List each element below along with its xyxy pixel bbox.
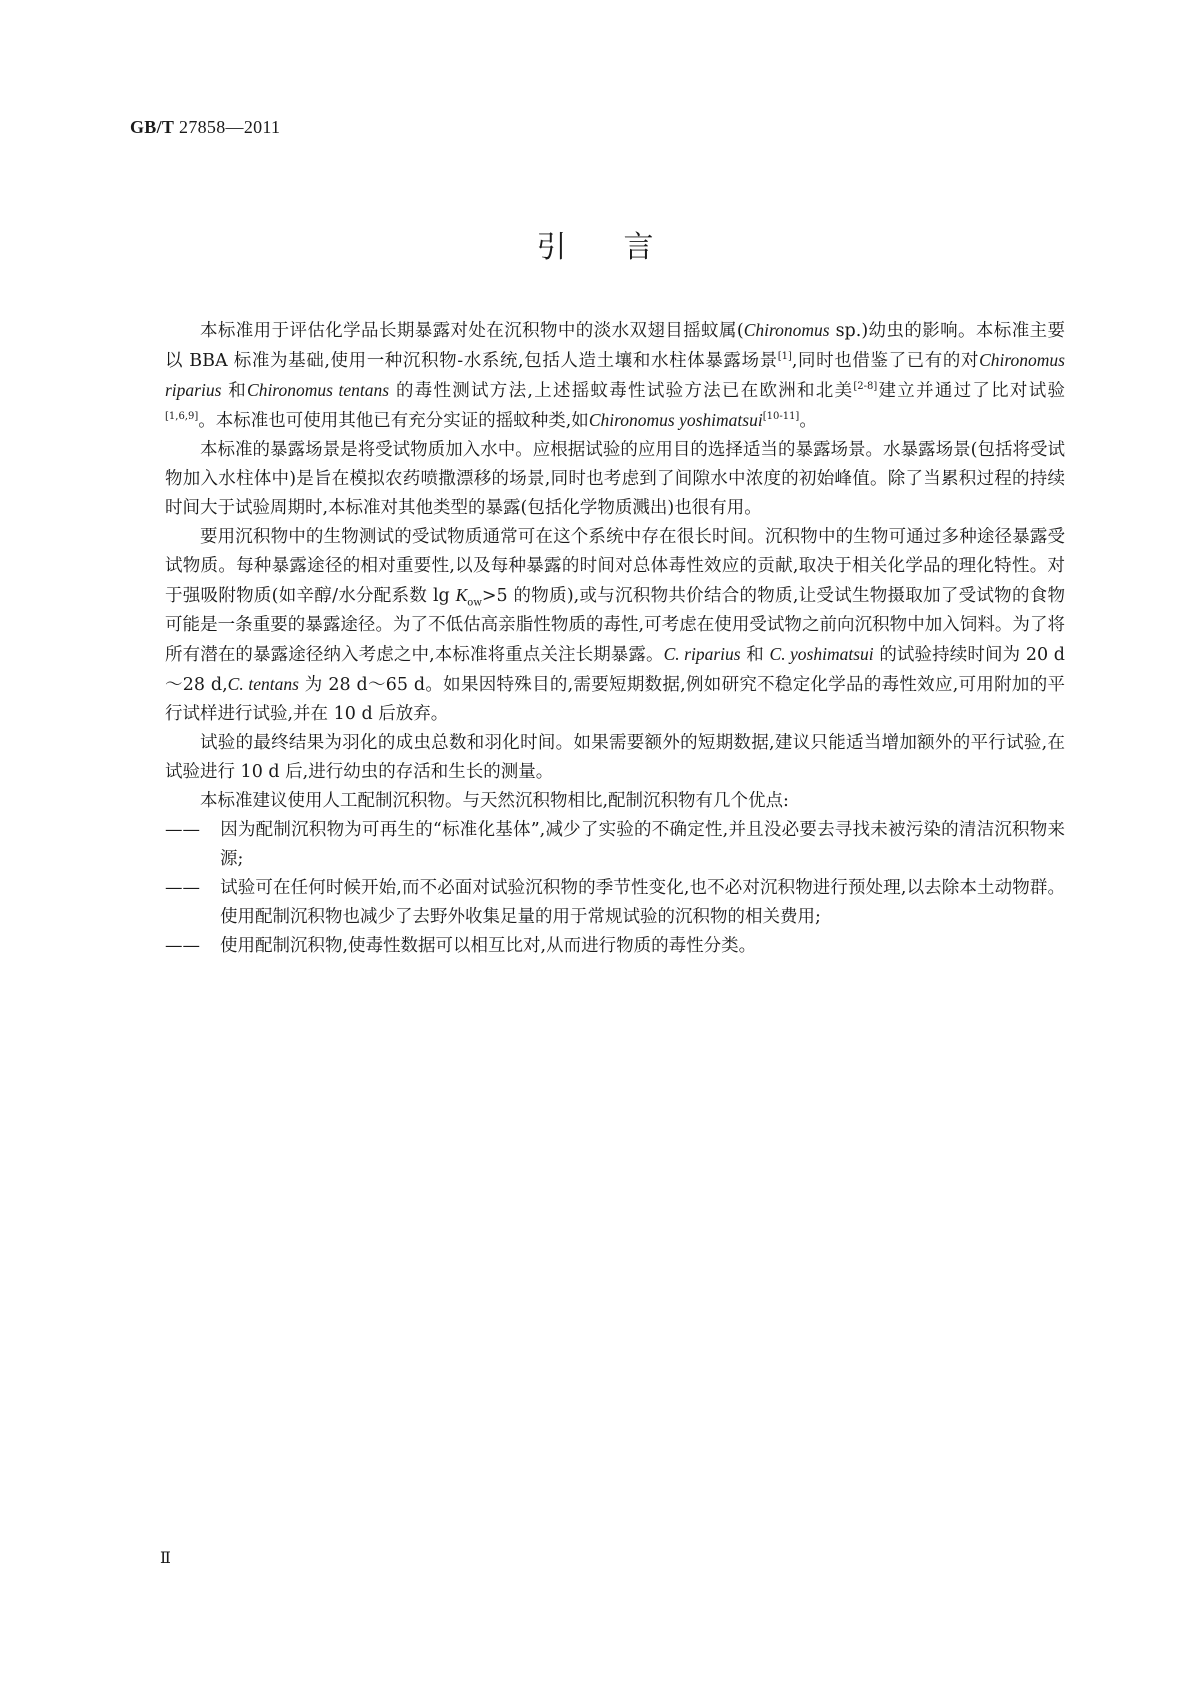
p1-text-d: 和 [221, 381, 248, 401]
p1-species-tentans: Chironomus tentans [247, 380, 390, 400]
title-char-2: 言 [623, 230, 655, 265]
body-content [165, 316, 1065, 961]
list-dash: —— [165, 936, 200, 956]
p3-species-tentans: C. tentans [227, 674, 299, 694]
list-dash: —— [165, 878, 200, 898]
list-item [165, 932, 1065, 961]
list-item [165, 874, 1065, 932]
p1-species-yoshimatsui: Chironomus yoshimatsui [588, 410, 763, 430]
p1-text-g: 。本标准也可使用其他已有充分实证的摇蚊种类,如 [198, 411, 589, 431]
p3-k-subscript: ow [467, 597, 482, 609]
paragraph-5: 本标准建议使用人工配制沉积物。与天然沉积物相比,配制沉积物有几个优点: [200, 791, 789, 811]
p3-species-riparius: C. riparius [663, 644, 741, 664]
page-number: Ⅱ [160, 1548, 171, 1567]
p3-k-symbol: K [455, 585, 468, 605]
standard-code-number: 27858—2011 [174, 117, 281, 137]
paragraph-4: 试验的最终结果为羽化的成虫总数和羽化时间。如果需要额外的短期数据,建议只能适当增加额外的平行试验,在试验进行 10 d 后,进行幼虫的存活和生长的测量。 [165, 733, 1065, 782]
standard-code [130, 117, 280, 138]
page-title [0, 222, 1191, 266]
list-item-2-text: 试验可在任何时候开始,而不必面对试验沉积物的季节性变化,也不必对沉积物进行预处理,以去除本土动物群。使用配制沉积物也减少了去野外收集足量的用于常规试验的沉积物的相关费用; [220, 878, 1065, 927]
p3-text-d: 的试验持续时间为 20 d～28 d, [165, 645, 1065, 695]
paragraph-3 [165, 523, 1065, 729]
p3-text-c: 和 [740, 645, 770, 665]
list-item [165, 816, 1065, 874]
title-char-1: 引 [536, 230, 568, 265]
p3-text-a: 要用沉积物中的生物测试的受试物质通常可在这个系统中存在很长时间。沉积物中的生物可通过多种途径暴露受试物质。每种暴露途径的相对重要性,以及每种暴露的时间对总体毒性效应的贡献,取决于相关化学品的理化特性。对于强吸附物质(如辛醇/水分配系数 lg [165, 527, 1065, 606]
standard-code-prefix: GB/T [130, 117, 175, 137]
p1-text-c: ,同时也借鉴了已有的对 [791, 351, 980, 371]
p1-text-f: 建立并通过了比对试验 [877, 381, 1065, 401]
p1-ref-3: [1,6,9] [165, 411, 199, 423]
list-item-3-text: 使用配制沉积物,使毒性数据可以相互比对,从而进行物质的毒性分类。 [220, 936, 757, 956]
p3-text-e: 为 28 d～65 d。如果因特殊目的,需要短期数据,例如研究不稳定化学品的毒性效应,可用附加的平行试样进行试验,并在 10 d 后放弃。 [165, 675, 1065, 724]
paragraph-2: 本标准的暴露场景是将受试物质加入水中。应根据试验的应用目的选择适当的暴露场景。水暴露场景(包括将受试物加入水柱体中)是旨在模拟农药喷撒漂移的场景,同时也考虑到了间隙水中浓度的初始峰值。除了当累积过程的持续时间大于试验周期时,本标准对其他类型的暴露(包括化学物质溅出)也很有用。 [165, 440, 1065, 518]
list-item-1-text: 因为配制沉积物为可再生的“标准化基体”,减少了实验的不确定性,并且没必要去寻找未被污染的清洁沉积物来源; [220, 820, 1065, 869]
paragraph-1 [165, 316, 1065, 436]
p1-text-b: sp.)幼虫的影响。本标准主要以 BBA 标准为基础,使用一种沉积物-水系统,包括人造土壤和水柱体暴露场景 [165, 321, 1065, 371]
list-dash: —— [165, 820, 200, 840]
p3-text-b: >5 的物质),或与沉积物共价结合的物质,让受试生物摄取加了受试物的食物可能是一条重要的暴露途径。为了不低估高亲脂性物质的毒性,可考虑在使用受试物之前向沉积物中加入饲料。为了将所有潜在的暴露途径纳入考虑之中,本标准将重点关注长期暴露。 [165, 586, 1066, 665]
p3-species-yoshimatsui: C. yoshimatsui [769, 644, 874, 664]
p1-ref-1: [1] [777, 351, 792, 363]
p1-text-e: 的毒性测试方法,上述摇蚊毒性试验方法已在欧洲和北美 [389, 381, 854, 401]
p1-text-a: 本标准用于评估化学品长期暴露对处在沉积物中的淡水双翅目摇蚊属( [200, 321, 744, 341]
p1-ref-4: [10-11] [762, 411, 800, 423]
p1-species-riparius: Chironomus riparius [165, 350, 1065, 400]
p1-genus: Chironomus [743, 320, 830, 340]
p1-ref-2: [2-8] [853, 381, 878, 393]
p1-text-h: 。 [799, 411, 817, 431]
